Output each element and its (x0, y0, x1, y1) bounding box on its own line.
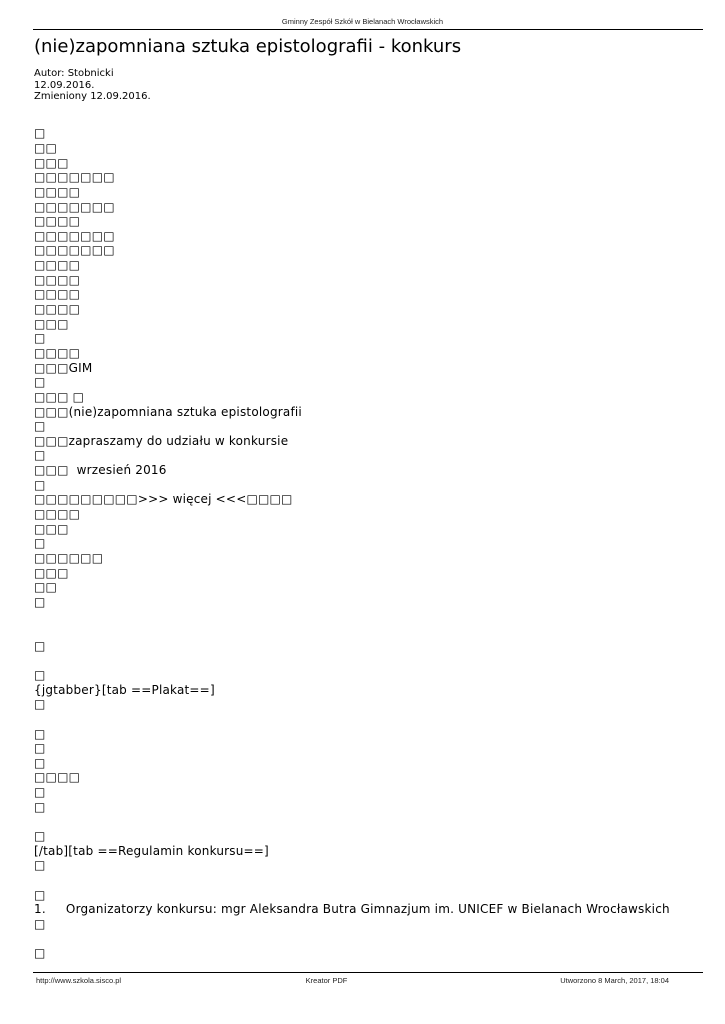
footer-divider (33, 972, 703, 973)
date-line: 12.09.2016. (34, 79, 95, 91)
text-line: □ (34, 126, 46, 140)
text-line: □□□□ (34, 770, 81, 784)
text-line: □□□□ (34, 258, 81, 272)
text-line: □ (34, 785, 46, 799)
text-line: □□□□ (34, 302, 81, 316)
page-footer (0, 976, 725, 988)
text-line: □ (34, 639, 46, 653)
text-line: □ (34, 756, 46, 770)
text-line: □ (34, 888, 46, 902)
text-line: □□ (34, 580, 58, 594)
text-line: □ (34, 741, 46, 755)
modified-line: Zmieniony 12.09.2016. (34, 91, 151, 102)
text-line: □□□(nie)zapomniana sztuka epistolografii (34, 405, 302, 419)
text-line: □□□□□□□ (34, 200, 115, 214)
text-line: □ (34, 375, 46, 389)
footer-url-link[interactable]: http://www.szkola.sisco.pl (36, 976, 122, 985)
footer-created: Utworzono 8 March, 2017, 18:04 (560, 976, 669, 985)
text-line: □ (34, 917, 46, 931)
text-line: □ (34, 478, 46, 492)
text-line: □□□ wrzesień 2016 (34, 463, 167, 477)
text-line: □□□ (34, 317, 69, 331)
text-line: □□□ (34, 566, 69, 580)
text-line: □□□□ (34, 214, 81, 228)
article-meta (34, 68, 151, 103)
text-line: □□□□ (34, 273, 81, 287)
text-line: □ (34, 419, 46, 433)
footer-generator: Kreator PDF (305, 976, 348, 985)
text-line: □□□ (34, 522, 69, 536)
text-line: □ (34, 800, 46, 814)
text-line: □ (34, 536, 46, 550)
text-line: 1. Organizatorzy konkursu: mgr Aleksandra Butra Gimnazjum im. UNICEF w Bielanach Wrocławskich (34, 902, 670, 916)
text-line: □ (34, 727, 46, 741)
text-line: □ (34, 668, 46, 682)
text-line: □□□□ (34, 185, 81, 199)
text-line: □ (34, 697, 46, 711)
text-line: □□□ □ (34, 390, 85, 404)
text-line: □ (34, 331, 46, 345)
text-line: {jgtabber}[tab ==Plakat==] (34, 683, 215, 697)
text-line: □□□□□□□ (34, 229, 115, 243)
text-line: □□□□□□□ (34, 243, 115, 257)
text-line: □□□□ (34, 346, 81, 360)
page-header: Gminny Zespół Szkół w Bielanach Wrocławskich (281, 17, 444, 26)
text-line: □ (34, 829, 46, 843)
article-title: (nie)zapomniana sztuka epistolografii - konkurs (34, 36, 462, 57)
text-line: □□□□□□□ (34, 170, 115, 184)
text-line: □ (34, 595, 46, 609)
text-line: □ (34, 858, 46, 872)
text-line: □□□GIM (34, 361, 93, 375)
header-divider (33, 29, 703, 30)
text-line: □□□□ (34, 287, 81, 301)
text-line: □ (34, 946, 46, 960)
author-line: Autor: Stobnicki (34, 68, 114, 79)
text-line: □ (34, 448, 46, 462)
text-line: □□□zapraszamy do udziału w konkursie (34, 434, 289, 448)
text-line: □□□□ (34, 507, 81, 521)
text-line: □□□ (34, 156, 69, 170)
text-line: □□□□□□ (34, 551, 104, 565)
text-line: [/tab][tab ==Regulamin konkursu==] (34, 844, 269, 858)
text-line: □□ (34, 141, 58, 155)
text-line: □□□□□□□□□>>> więcej <<<□□□□ (34, 492, 293, 506)
